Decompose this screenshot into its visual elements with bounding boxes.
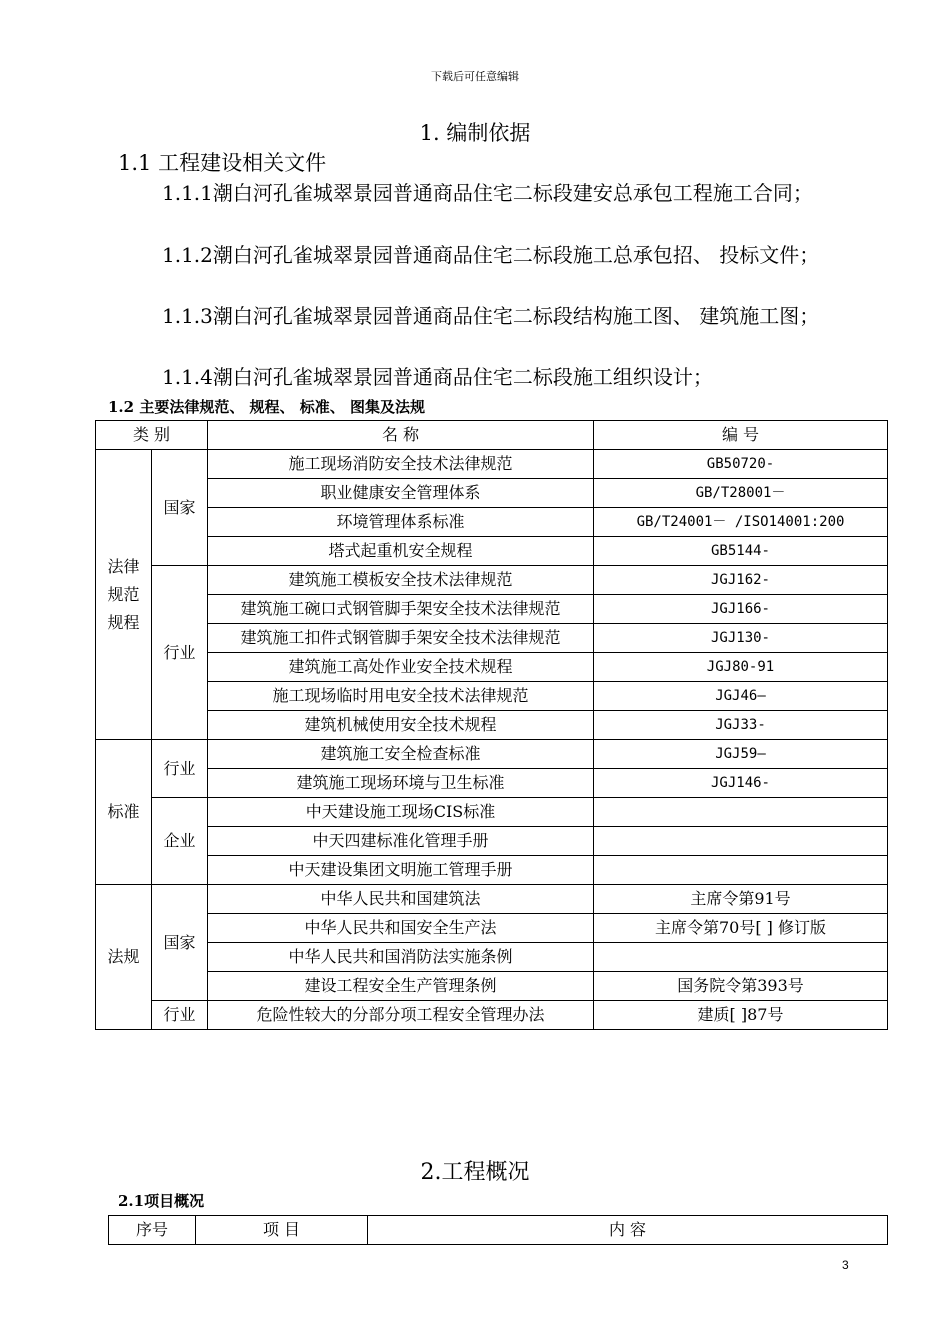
- table-row: [96, 1001, 888, 1030]
- regulation-name: 建筑施工现场环境与卫生标准: [208, 769, 594, 798]
- paragraph-1-1-1: 1.1.1潮白河孔雀城翠景园普通商品住宅二标段建安总承包工程施工合同；: [162, 181, 813, 205]
- page-number: 3: [842, 1258, 849, 1272]
- table-row: [96, 566, 888, 595]
- subgroup-label: 国家: [152, 450, 208, 566]
- regulation-name: 中天建设施工现场CIS标准: [208, 798, 594, 827]
- regulation-name: 中华人民共和国安全生产法: [208, 914, 594, 943]
- regulation-code: 主席令第70号[ ] 修订版: [594, 914, 888, 943]
- regulation-name: 建筑施工碗口式钢管脚手架安全技术法律规范: [208, 595, 594, 624]
- regulation-code: 建质[ ]87号: [594, 1001, 888, 1030]
- table-row: [96, 856, 888, 885]
- regulation-code: [594, 943, 888, 972]
- header-code: 编 号: [594, 421, 888, 450]
- regulation-code: JGJ130-: [594, 624, 888, 653]
- regulation-name: 中华人民共和国消防法实施条例: [208, 943, 594, 972]
- table-row: [96, 711, 888, 740]
- regulation-code: [594, 827, 888, 856]
- paragraph-1-1-2: 1.1.2潮白河孔雀城翠景园普通商品住宅二标段施工总承包招、 投标文件；: [162, 243, 820, 267]
- regulation-code: GB50720-: [594, 450, 888, 479]
- table-row: [96, 798, 888, 827]
- regulation-code: [594, 856, 888, 885]
- table-row: [96, 972, 888, 1001]
- table-row: [96, 624, 888, 653]
- group-label: 标准: [96, 740, 152, 885]
- regulation-code: GB/T24001－ /ISO14001:200: [594, 508, 888, 537]
- regulation-name: 职业健康安全管理体系: [208, 479, 594, 508]
- page-header: 下载后可任意编辑: [431, 70, 519, 83]
- table-row: [96, 740, 888, 769]
- regulation-name: 建设工程安全生产管理条例: [208, 972, 594, 1001]
- regulation-code: JGJ46—: [594, 682, 888, 711]
- regulation-name: 建筑机械使用安全技术规程: [208, 711, 594, 740]
- section-1-title: 1. 编制依据: [419, 121, 531, 145]
- header-item: 项 目: [196, 1216, 368, 1245]
- regulation-name: 建筑施工扣件式钢管脚手架安全技术法律规范: [208, 624, 594, 653]
- regulation-name: 中天四建标准化管理手册: [208, 827, 594, 856]
- regulation-name: 危险性较大的分部分项工程安全管理办法: [208, 1001, 594, 1030]
- regulation-name: 建筑施工模板安全技术法律规范: [208, 566, 594, 595]
- table-row: [96, 508, 888, 537]
- regulation-code: 国务院令第393号: [594, 972, 888, 1001]
- table-row: [96, 595, 888, 624]
- header-content: 内 容: [368, 1216, 888, 1245]
- table-header-row: [109, 1216, 888, 1245]
- regulation-code: JGJ59—: [594, 740, 888, 769]
- table-row: [96, 885, 888, 914]
- table-header-row: [96, 421, 888, 450]
- regulation-code: [594, 798, 888, 827]
- section-1-2-title: 1.2 主要法律规范、 规程、 标准、 图集及法规: [108, 398, 425, 416]
- regulation-name: 塔式起重机安全规程: [208, 537, 594, 566]
- table-row: [96, 653, 888, 682]
- regulation-code: GB5144-: [594, 537, 888, 566]
- regulation-name: 施工现场临时用电安全技术法律规范: [208, 682, 594, 711]
- table-row: [96, 769, 888, 798]
- regulation-code: 主席令第91号: [594, 885, 888, 914]
- header-category: 类 别: [96, 421, 208, 450]
- header-name: 名 称: [208, 421, 594, 450]
- table-row: [96, 450, 888, 479]
- section-1-1-title: 1.1 工程建设相关文件: [118, 151, 327, 175]
- regulation-code: JGJ80-91: [594, 653, 888, 682]
- group-label: 法律 规范 规程: [96, 450, 152, 740]
- table-row: [96, 537, 888, 566]
- group-label: 法规: [96, 885, 152, 1030]
- project-overview-table: [108, 1215, 888, 1245]
- subgroup-label: 国家: [152, 885, 208, 1001]
- table-row: [96, 479, 888, 508]
- regulation-code: JGJ162-: [594, 566, 888, 595]
- regulation-name: 中华人民共和国建筑法: [208, 885, 594, 914]
- table-row: [96, 827, 888, 856]
- regulation-name: 建筑施工高处作业安全技术规程: [208, 653, 594, 682]
- regulations-table: [95, 420, 888, 1030]
- regulation-code: JGJ166-: [594, 595, 888, 624]
- subgroup-label: 行业: [152, 740, 208, 798]
- regulation-code: GB/T28001－: [594, 479, 888, 508]
- subgroup-label: 行业: [152, 566, 208, 740]
- table-row: [96, 682, 888, 711]
- header-index: 序号: [109, 1216, 196, 1245]
- regulation-code: JGJ33-: [594, 711, 888, 740]
- regulation-name: 建筑施工安全检查标准: [208, 740, 594, 769]
- subgroup-label: 企业: [152, 798, 208, 885]
- regulation-name: 施工现场消防安全技术法律规范: [208, 450, 594, 479]
- table-row: [96, 914, 888, 943]
- subgroup-label: 行业: [152, 1001, 208, 1030]
- paragraph-1-1-4: 1.1.4潮白河孔雀城翠景园普通商品住宅二标段施工组织设计；: [162, 365, 713, 389]
- table-row: [96, 943, 888, 972]
- regulation-code: JGJ146-: [594, 769, 888, 798]
- paragraph-1-1-3: 1.1.3潮白河孔雀城翠景园普通商品住宅二标段结构施工图、 建筑施工图；: [162, 304, 820, 328]
- regulation-name: 环境管理体系标准: [208, 508, 594, 537]
- section-2-1-title: 2.1项目概况: [118, 1192, 205, 1210]
- section-2-title: 2.工程概况: [420, 1160, 530, 1185]
- regulation-name: 中天建设集团文明施工管理手册: [208, 856, 594, 885]
